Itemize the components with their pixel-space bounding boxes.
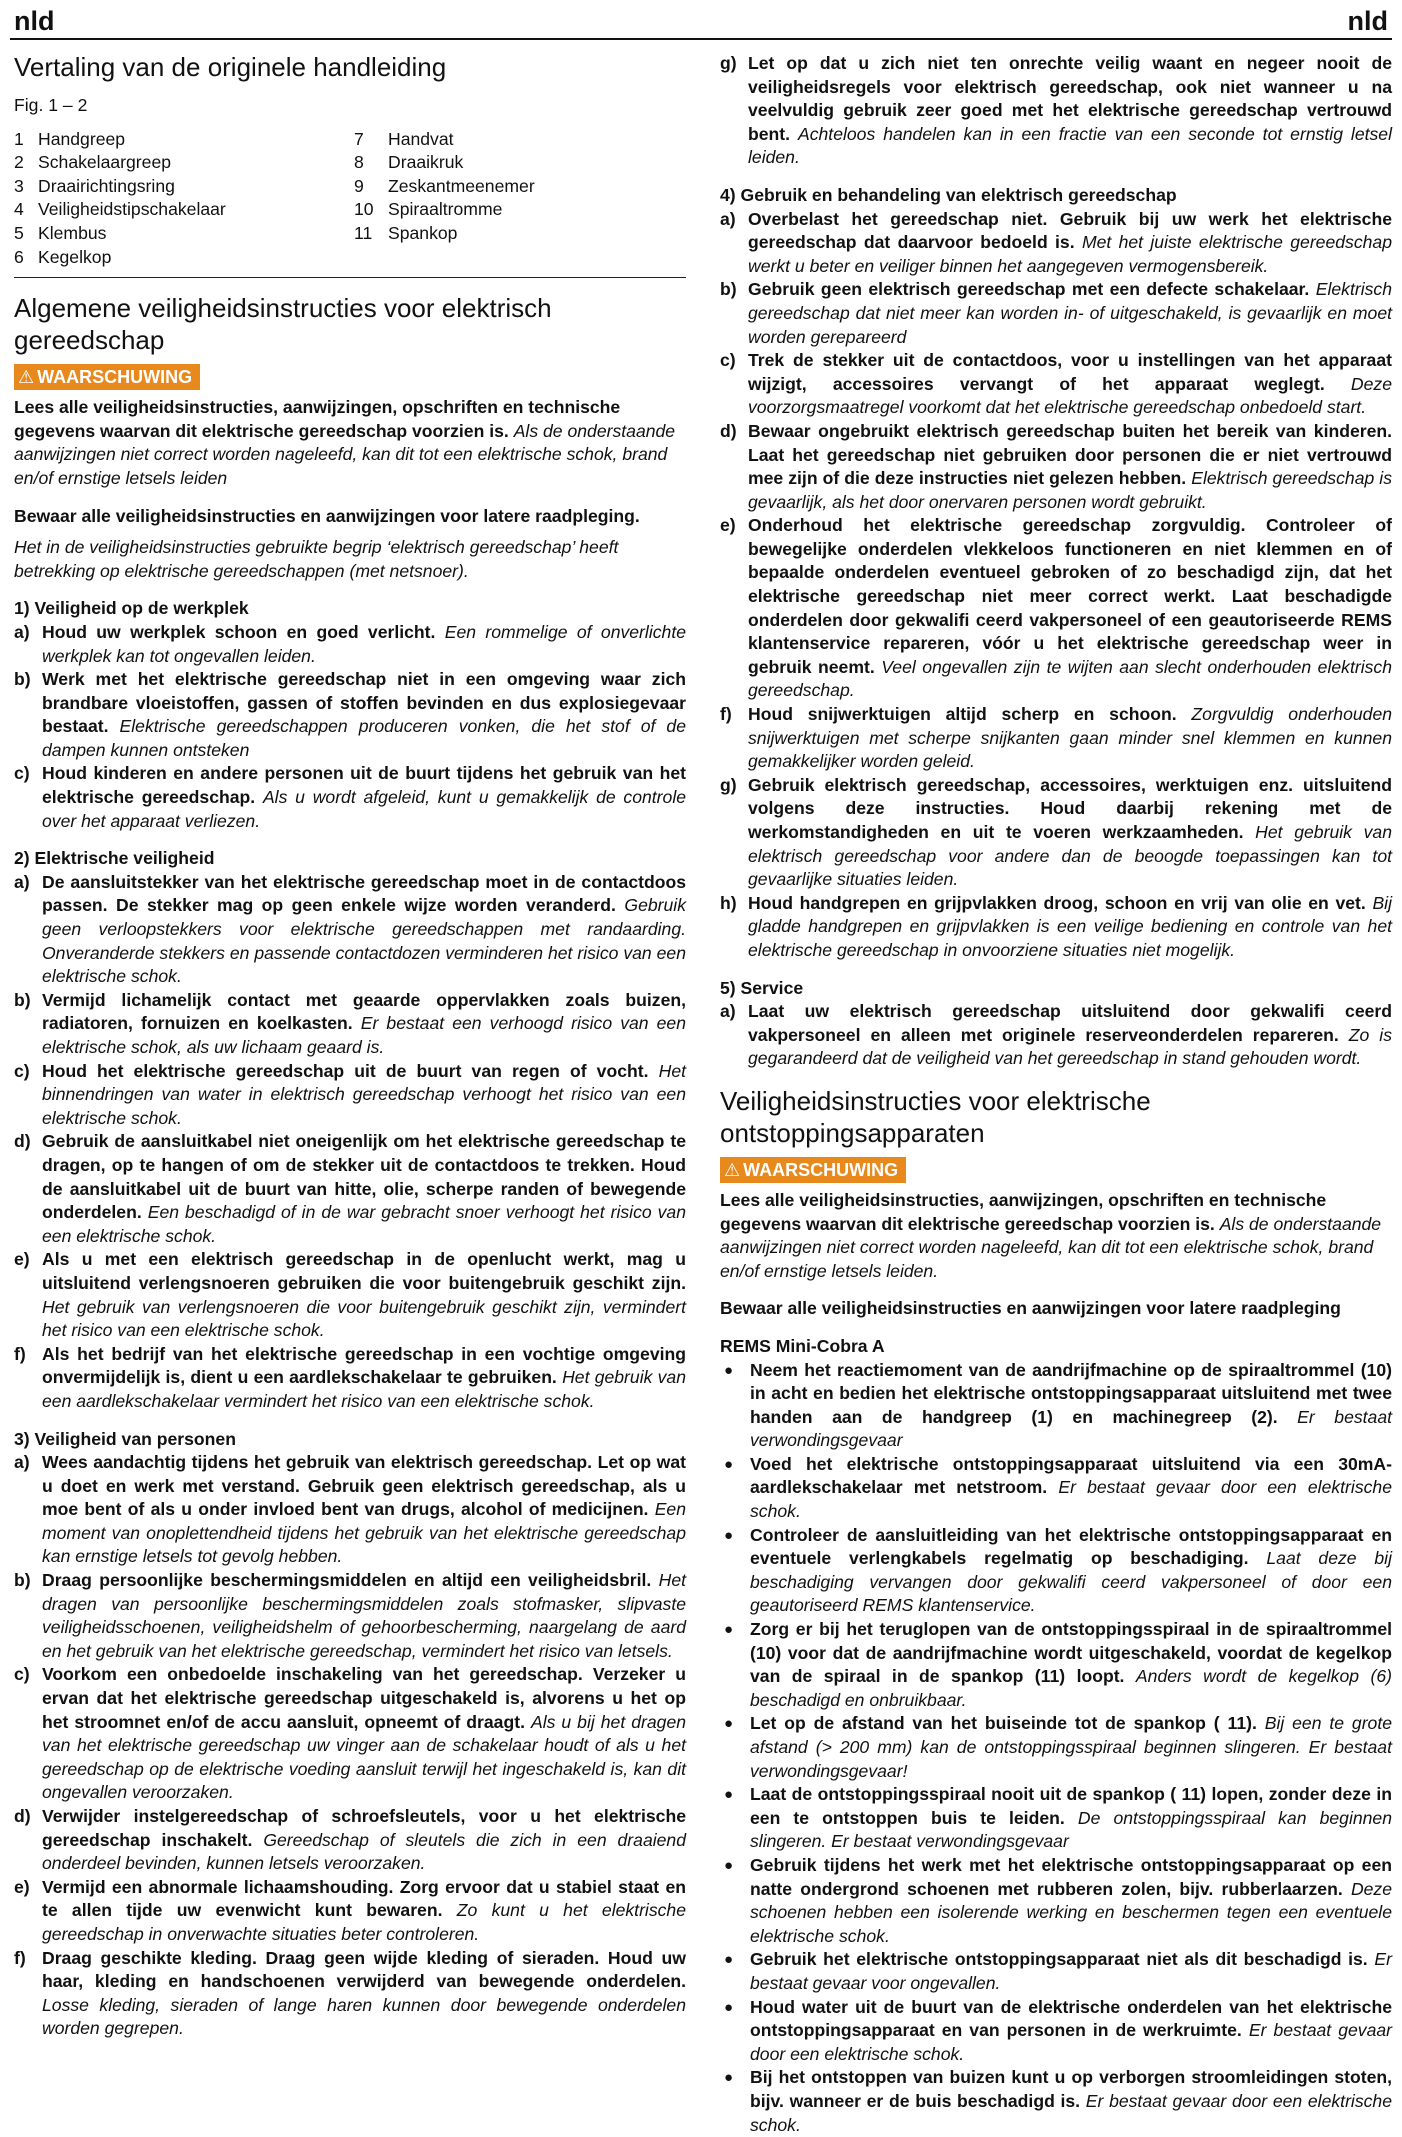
- item-letter: f): [14, 1947, 42, 2041]
- item-text: [42, 1947, 686, 2041]
- item-bold-text: Draag geschikte kleding. Draag geen wijde kleding of sieraden. Houd uw haar, kleding en handschoenen verwijderd van bewegende onderdelen.: [42, 1948, 686, 1992]
- bullet-text: [750, 1996, 1392, 2067]
- section-title: 2) Elektrische veiligheid: [14, 847, 686, 871]
- item-italic-text: Zo kunt u het elektrische gereedschap in onverwachte situaties beter controleren.: [42, 1900, 686, 1944]
- part-number: [354, 246, 388, 270]
- instruction-item: [720, 774, 1392, 892]
- safety-bullet: [720, 1712, 1392, 1783]
- item-bold-text: Gebruik geen elektrisch gereedschap met een defecte schakelaar.: [748, 279, 1309, 299]
- item-italic-text: Een rommelige of onverlichte werkplek kan tot ongevallen leiden.: [42, 622, 686, 666]
- instruction-item: [720, 703, 1392, 774]
- section-title: 5) Service: [720, 977, 1392, 1001]
- item-text: [42, 668, 686, 762]
- item-letter: e): [14, 1248, 42, 1342]
- part-name: Handvat: [388, 128, 454, 152]
- safety-bullet: [720, 1453, 1392, 1524]
- right-column: [720, 52, 1392, 2137]
- bullet-icon: ●: [720, 1712, 750, 1783]
- item-italic-text: Zorgvuldig onderhouden snijwerktuigen met scherpe snijkanten gaan minder snel klemmen en kunnen gemakkelijker worden geleid.: [748, 704, 1392, 771]
- item-letter: b): [14, 1569, 42, 1663]
- item-bold-text: Houd kinderen en andere personen uit de buurt tijdens het gebruik van het elektrische gereedschap.: [42, 763, 686, 807]
- bullet-icon: ●: [720, 1359, 750, 1453]
- part-item: [354, 128, 654, 152]
- bullet-bold-text: Neem het reactiemoment van de aandrijfmachine op de spiraaltrommel (10) in acht en bedien het elektrische ontstoppingsapparaat uitsluitend met twee handen aan de handgreep (1) en machinegreep (2).: [750, 1360, 1392, 1427]
- part-number: 5: [14, 222, 38, 246]
- item-text: [42, 1248, 686, 1342]
- item-bold-text: Gebruik elektrisch gereedschap, accessoires, werktuigen enz. uitsluitend volgens deze instructies. Houd daarbij rekening met de werkomstandigheden en uit te voeren werkzaamheden.: [748, 775, 1392, 842]
- item-letter: a): [14, 1451, 42, 1569]
- bullet-icon: ●: [720, 1618, 750, 1712]
- bullet-italic-text: Er bestaat gevaar door een elektrische schok.: [750, 1477, 1392, 1521]
- bullet-bold-text: Bij het ontstoppen van buizen kunt u op verborgen stroomleidingen stoten, bijv. wanneer er de buis beschadigd is.: [750, 2067, 1392, 2111]
- item-italic-text: Het gebruik van een aardlekschakelaar vermindert het risico van een elektrische schok.: [42, 1367, 686, 1411]
- item-text: [42, 1060, 686, 1131]
- item-italic-text: Veel ongevallen zijn te wijten aan slecht onderhouden elektrisch gereedschap.: [748, 657, 1392, 701]
- part-item: [354, 246, 654, 270]
- parts-list: [14, 128, 686, 270]
- item-text: [42, 989, 686, 1060]
- safety-bullet: [720, 1996, 1392, 2067]
- item-bold-text: Bewaar ongebruikt elektrisch gereedschap buiten het bereik van kinderen. Laat het gereedschap niet gebruiken door personen die er niet vertrouwd mee zijn of die deze instructies niet gelezen hebben.: [748, 421, 1392, 488]
- part-number: 9: [354, 175, 388, 199]
- part-number: 7: [354, 128, 388, 152]
- part-name: Draairichtingsring: [38, 175, 175, 199]
- item-italic-text: Met het juiste elektrische gereedschap werkt u beter en veiliger binnen het aangegeven vermogensbereik.: [748, 232, 1392, 276]
- bullet-icon: ●: [720, 2066, 750, 2137]
- item-text: [748, 52, 1392, 170]
- item-italic-text: Deze voorzorgsmaatregel voorkomt dat het elektrische gereedschap onbedoeld start.: [748, 374, 1392, 418]
- bullet-bold-text: Gebruik tijdens het werk met het elektrische ontstoppingsapparaat op een natte ondergrond schoenen met rubberen zolen, bijv. rubberlaarzen.: [750, 1855, 1392, 1899]
- safety-bullet: [720, 1524, 1392, 1618]
- document-title: Vertaling van de originele handleiding: [14, 52, 686, 82]
- section-tool-use: [720, 184, 1392, 963]
- item-italic-text: Het gebruik van elektrisch gereedschap voor andere dan de beoogde toepassingen kan tot gevaarlijke situaties leiden.: [748, 822, 1392, 889]
- instruction-item: [14, 989, 686, 1060]
- item-letter: b): [14, 989, 42, 1060]
- instruction-item: [14, 871, 686, 989]
- item-italic-text: Gereedschap of sleutels die zich in een draaiend onderdeel bevinden, kunnen letsels veroorzaken.: [42, 1830, 686, 1874]
- part-name: Spankop: [388, 222, 457, 246]
- item-italic-text: Er bestaat een verhoogd risico van een elektrische schok, als uw lichaam geaard is.: [42, 1013, 686, 1057]
- bullet-icon: ●: [720, 1996, 750, 2067]
- page-header: [10, 2, 1392, 40]
- instruction-item: [14, 1060, 686, 1131]
- bullet-text: [750, 1453, 1392, 1524]
- bullet-text: [750, 1783, 1392, 1854]
- section-heading-drain-cleaner-safety: Veiligheidsinstructies voor elektrische ontstoppingsapparaten: [720, 1085, 1392, 1149]
- item-letter: a): [720, 208, 748, 279]
- item-text: [42, 1451, 686, 1569]
- instruction-item: [14, 1451, 686, 1569]
- language-code-left: nld: [14, 6, 55, 37]
- instruction-item: [720, 52, 1392, 170]
- section-title: 1) Veiligheid op de werkplek: [14, 597, 686, 621]
- item-bold-text: Vermijd een abnormale lichaamshouding. Zorg ervoor dat u stabiel staat en te allen tijde uw evenwicht kunt bewaren.: [42, 1877, 686, 1921]
- part-name: Zeskantmeenemer: [388, 175, 535, 199]
- instruction-item: [14, 1947, 686, 2041]
- device-name: REMS Mini-Cobra A: [720, 1335, 1392, 1359]
- part-item: [14, 151, 354, 175]
- item-italic-text: Als u bij het dragen van het elektrische gereedschap uw vinger aan de schakelaar houdt of als u het gereedschap op de elektrische voeding aansluit terwijl het ingeschakeld is, kan dit ongevallen veroorzaken.: [42, 1712, 686, 1803]
- part-number: 8: [354, 151, 388, 175]
- device-safety-bullets: [720, 1359, 1392, 2137]
- bullet-text: [750, 1948, 1392, 1995]
- item-letter: c): [14, 1060, 42, 1131]
- section-personal-safety: [14, 1428, 686, 2041]
- section-electrical-safety: [14, 847, 686, 1413]
- safety-bullet: [720, 1948, 1392, 1995]
- term-note: Het in de veiligheidsinstructies gebruikte begrip ‘elektrisch gereedschap’ heeft betrekking op elektrische gereedschappen (met netsnoer).: [14, 536, 686, 583]
- item-letter: a): [14, 871, 42, 989]
- item-italic-text: Zo is gegarandeerd dat de veiligheid van het gereedschap in stand gehouden wordt.: [748, 1025, 1392, 1069]
- item-letter: c): [14, 762, 42, 833]
- item-bold-text: Wees aandachtig tijdens het gebruik van elektrisch gereedschap. Let op wat u doet en werk met verstand. Gebruik geen elektrisch gereedschap, als u moe bent of als u onder invloed bent van drugs, alcohol of medicijnen.: [42, 1452, 686, 1519]
- item-letter: d): [14, 1130, 42, 1248]
- item-italic-text: Achteloos handelen kan in een fractie van een seconde tot ernstig letsel leiden.: [748, 124, 1392, 168]
- item-text: [748, 420, 1392, 514]
- item-text: [748, 208, 1392, 279]
- bullet-italic-text: Laat deze bij beschadiging vervangen door gekwalifi ceerd vakpersoneel of door een geautoriseerd REMS klantenservice.: [750, 1548, 1392, 1615]
- part-item: [354, 151, 654, 175]
- item-italic-text: Bij gladde handgrepen en grijpvlakken is een veilige bediening en controle van het elektrische gereedschap in onvoorziene situaties niet mogelijk.: [748, 893, 1392, 960]
- warning-triangle-icon: ⚠: [724, 1158, 740, 1182]
- item-italic-text: Het gebruik van verlengsnoeren die voor buitengebruik geschikt zijn, vermindert het risico van een elektrische schok.: [42, 1297, 686, 1341]
- item-italic-text: Elektrisch gereedschap is gevaarlijk, als het door onervaren personen wordt gebruikt.: [748, 468, 1392, 512]
- item-bold-text: Als u met een elektrisch gereedschap in de openlucht werkt, mag u uitsluitend verlengsnoeren gebruiken die voor buitengebruik geschikt zijn.: [42, 1249, 686, 1293]
- bullet-italic-text: Deze schoenen hebben een isolerende werking en beschermen tegen een eventuele elektrische schok.: [750, 1879, 1392, 1946]
- bullet-bold-text: Gebruik het elektrische ontstoppingsapparaat niet als dit beschadigd is.: [750, 1949, 1368, 1969]
- bullet-italic-text: Er bestaat gevaar door een elektrische schok.: [750, 2091, 1392, 2135]
- bullet-text: [750, 2066, 1392, 2137]
- safety-bullet: [720, 1783, 1392, 1854]
- intro-italic: Als de onderstaande aanwijzingen niet correct worden nageleefd, kan dit tot een elektrische schok, brand en/of ernstige letsels leiden: [14, 421, 675, 488]
- instruction-item: [14, 1130, 686, 1248]
- item-bold-text: Houd handgrepen en grijpvlakken droog, schoon en vrij van olie en vet.: [748, 893, 1366, 913]
- instruction-item: [14, 1248, 686, 1342]
- part-item: [354, 198, 654, 222]
- warning-label: WAARSCHUWING: [37, 367, 192, 387]
- bullet-text: [750, 1854, 1392, 1948]
- safety-bullet: [720, 2066, 1392, 2137]
- instruction-item: [720, 892, 1392, 963]
- item-text: [42, 621, 686, 668]
- bullet-bold-text: Houd water uit de buurt van de elektrische onderdelen van het elektrische ontstoppingsapparaat en van personen in de werkruimte.: [750, 1997, 1392, 2041]
- instruction-item: [14, 762, 686, 833]
- part-item: [354, 175, 654, 199]
- item-italic-text: Het binnendringen van water in elektrisch gereedschap verhoogt het risico van een elektrische schok.: [42, 1061, 686, 1128]
- bullet-bold-text: Controleer de aansluitleiding van het elektrische ontstoppingsapparaat en eventuele verlengkabels regelmatig op beschadiging.: [750, 1525, 1392, 1569]
- bullet-italic-text: De ontstoppingsspiraal kan beginnen slingeren. Er bestaat verwondingsgevaar: [750, 1808, 1392, 1852]
- item-bold-text: Verwijder instelgereedschap of schroefsleutels, voor u het elektrische gereedschap inschakelt.: [42, 1806, 686, 1850]
- bullet-italic-text: Bij een te grote afstand (> 200 mm) kan de ontstoppingsspiraal beginnen slingeren. Er bestaat verwondingsgevaar!: [750, 1713, 1392, 1780]
- item-bold-text: De aansluitstekker van het elektrische gereedschap moet in de contactdoos passen. De stekker mag op geen enkele wijze worden veranderd.: [42, 872, 686, 916]
- item-letter: e): [720, 514, 748, 703]
- instruction-item: [720, 514, 1392, 703]
- bullet-text: [750, 1359, 1392, 1453]
- item-bold-text: Draag persoonlijke beschermingsmiddelen en altijd een veiligheidsbril.: [42, 1570, 651, 1590]
- bullet-text: [750, 1712, 1392, 1783]
- section-service: [720, 977, 1392, 1071]
- item-letter: h): [720, 892, 748, 963]
- bullet-icon: ●: [720, 1783, 750, 1854]
- part-name: Kegelkop: [38, 246, 111, 270]
- item-bold-text: Let op dat u zich niet ten onrechte veilig waant en negeer nooit de veiligheidsregels voor elektrisch gereedschap, ook niet wanneer u na veelvuldig gebruik zeer goed met het elektrische gereedschap vertrouwd bent.: [748, 53, 1392, 144]
- item-bold-text: Houd snijwerktuigen altijd scherp en schoon.: [748, 704, 1177, 724]
- bullet-italic-text: Anders wordt de kegelkop (6) beschadigd en onbruikbaar.: [750, 1666, 1392, 1710]
- bullet-text: [750, 1618, 1392, 1712]
- section-heading-general-safety: Algemene veiligheidsinstructies voor elektrisch gereedschap: [14, 292, 686, 356]
- part-item: [354, 222, 654, 246]
- part-item: [14, 222, 354, 246]
- part-name: Handgreep: [38, 128, 125, 152]
- item-bold-text: Houd uw werkplek schoon en goed verlicht.: [42, 622, 435, 642]
- bullet-italic-text: Er bestaat gevaar voor ongevallen.: [750, 1949, 1392, 1993]
- intro-paragraph: [14, 396, 686, 490]
- personal-safety-item-g: [720, 52, 1392, 170]
- item-text: [42, 762, 686, 833]
- instruction-item: [14, 1343, 686, 1414]
- bullet-icon: ●: [720, 1854, 750, 1948]
- instruction-item: [14, 668, 686, 762]
- item-letter: c): [720, 349, 748, 420]
- item-italic-text: Een beschadigd of in de war gebracht snoer verhoogt het risico van een elektrische schok.: [42, 1202, 686, 1246]
- item-letter: a): [720, 1000, 748, 1071]
- part-name: Veiligheidstipschakelaar: [38, 198, 226, 222]
- item-text: [42, 1343, 686, 1414]
- item-letter: d): [720, 420, 748, 514]
- warning-badge: [14, 364, 200, 390]
- part-item: [14, 198, 354, 222]
- item-letter: g): [720, 52, 748, 170]
- item-bold-text: Werk met het elektrische gereedschap niet in een omgeving waar zich brandbare vloeistoffen, gassen of stoffen bevinden en dus explosiegevaar bestaat.: [42, 669, 686, 736]
- bullet-bold-text: Laat de ontstoppingsspiraal nooit uit de spankop ( 11) lopen, zonder deze in een te ontstoppen buis te leiden.: [750, 1784, 1392, 1828]
- bullet-bold-text: Voed het elektrische ontstoppingsapparaat uitsluitend via een 30mA-aardlekschakelaar met netstroom.: [750, 1454, 1392, 1498]
- item-text: [748, 774, 1392, 892]
- language-code-right: nld: [1348, 6, 1389, 37]
- item-text: [748, 892, 1392, 963]
- bullet-icon: ●: [720, 1524, 750, 1618]
- part-number: 11: [354, 222, 388, 246]
- item-bold-text: Vermijd lichamelijk contact met geaarde oppervlakken zoals buizen, radiatoren, fornuizen en koelkasten.: [42, 990, 686, 1034]
- item-text: [748, 278, 1392, 349]
- instruction-item: [720, 208, 1392, 279]
- keep-instructions: Bewaar alle veiligheidsinstructies en aanwijzingen voor latere raadpleging.: [14, 505, 686, 529]
- bullet-icon: ●: [720, 1948, 750, 1995]
- bullet-bold-text: Zorg er bij het teruglopen van de ontstoppingsspiraal in de spiraaltrommel (10) voor dat de aandrijfmachine wordt uitgeschakeld, voordat de kegelkop van de spiraal in de spankop (11) loopt.: [750, 1619, 1392, 1686]
- item-italic-text: Elektrisch gereedschap dat niet meer kan worden in- of uitgeschakeld, is gevaarlijk en moet worden gerepareerd: [748, 279, 1392, 346]
- safety-bullet: [720, 1359, 1392, 1453]
- section-title: 3) Veiligheid van personen: [14, 1428, 686, 1452]
- item-letter: e): [14, 1876, 42, 1947]
- item-text: [42, 1569, 686, 1663]
- item-text: [42, 1130, 686, 1248]
- warning-triangle-icon: ⚠: [18, 365, 34, 389]
- item-italic-text: Gebruik geen verloopstekkers voor elektrische gereedschappen met randaarding. Onveranderde stekkers en passende contactdozen verminderen het risico van een elektrische schok.: [42, 895, 686, 986]
- section-title: 4) Gebruik en behandeling van elektrisch gereedschap: [720, 184, 1392, 208]
- intro-paragraph-2: [720, 1189, 1392, 1283]
- keep-instructions-2: Bewaar alle veiligheidsinstructies en aanwijzingen voor latere raadpleging: [720, 1297, 1392, 1321]
- instruction-item: [14, 1805, 686, 1876]
- item-bold-text: Gebruik de aansluitkabel niet oneigenlijk om het elektrische gereedschap te dragen, op te hangen of om de stekker uit de contactdoos te trekken. Houd de aansluitkabel uit de buurt van hitte, olie, scherpe randen of bewegende onderdelen.: [42, 1131, 686, 1222]
- item-text: [42, 871, 686, 989]
- part-number: 3: [14, 175, 38, 199]
- item-letter: g): [720, 774, 748, 892]
- instruction-item: [720, 420, 1392, 514]
- item-letter: a): [14, 621, 42, 668]
- warning-badge-2: [720, 1157, 906, 1183]
- bullet-icon: ●: [720, 1453, 750, 1524]
- part-item: [14, 175, 354, 199]
- instruction-item: [14, 1876, 686, 1947]
- part-item: [14, 128, 354, 152]
- bullet-text: [750, 1524, 1392, 1618]
- part-item: [14, 246, 354, 270]
- item-bold-text: Laat uw elektrisch gereedschap uitsluitend door gekwalifi ceerd vakpersoneel en alleen met originele reserveonderdelen repareren.: [748, 1001, 1392, 1045]
- instruction-item: [720, 1000, 1392, 1071]
- item-letter: d): [14, 1805, 42, 1876]
- item-text: [748, 349, 1392, 420]
- part-number: 2: [14, 151, 38, 175]
- item-letter: b): [14, 668, 42, 762]
- instruction-item: [14, 1663, 686, 1805]
- part-name: Draaikruk: [388, 151, 463, 175]
- item-italic-text: Elektrische gereedschappen produceren vonken, die het stof of de dampen kunnen ontsteken: [42, 716, 686, 760]
- item-italic-text: Losse kleding, sieraden of lange haren kunnen door bewegende onderdelen worden gegrepen.: [42, 1995, 686, 2039]
- part-number: 10: [354, 198, 388, 222]
- item-bold-text: Overbelast het gereedschap niet. Gebruik bij uw werk het elektrische gereedschap dat daarvoor bedoeld is.: [748, 209, 1392, 253]
- item-letter: f): [720, 703, 748, 774]
- item-bold-text: Als het bedrijf van het elektrische gereedschap in een vochtige omgeving onvermijdelijk is, dient u een aardlekschakelaar te gebruiken.: [42, 1344, 686, 1388]
- item-text: [748, 514, 1392, 703]
- intro-italic-2: Als de onderstaande aanwijzingen niet correct worden nageleefd, kan dit tot een elektrische schok, brand en/of ernstige letsels leiden.: [720, 1214, 1381, 1281]
- safety-bullet: [720, 1854, 1392, 1948]
- part-number: 4: [14, 198, 38, 222]
- item-italic-text: Als u wordt afgeleid, kunt u gemakkelijk de controle over het apparaat verliezen.: [42, 787, 686, 831]
- part-number: 6: [14, 246, 38, 270]
- item-bold-text: Voorkom een onbedoelde inschakeling van het gereedschap. Verzeker u ervan dat het elektrische gereedschap uitgeschakeld is, alvorens u het op het stroomnet en/of de accu aansluit, opneemt of draagt.: [42, 1664, 686, 1731]
- intro-bold-2: Lees alle veiligheidsinstructies, aanwijzingen, opschriften en technische gegevens waarvan dit elektrische gereedschap voorzien is.: [720, 1190, 1326, 1234]
- part-name: Klembus: [38, 222, 106, 246]
- part-name: Spiraaltromme: [388, 198, 502, 222]
- instruction-item: [14, 621, 686, 668]
- bullet-italic-text: Er bestaat verwondingsgevaar: [750, 1407, 1392, 1451]
- divider: [14, 277, 686, 278]
- item-italic-text: Het dragen van persoonlijke beschermingsmiddelen zoals stofmasker, slipvaste veiligheidsschoenen, veiligheidshelm of gehoorbescherming, naargelang de aard en het gebruik van het elektrische gereedschap, vermindert het risico van letsels.: [42, 1570, 686, 1661]
- item-letter: f): [14, 1343, 42, 1414]
- safety-bullet: [720, 1618, 1392, 1712]
- item-bold-text: Onderhoud het elektrische gereedschap zorgvuldig. Controleer of bewegelijke onderdelen vlekkeloos functioneren en niet klemmen en of bepaalde onderdelen eventueel gebroken of zo beschadigd zijn, dat het elektrische gereedschap niet meer correct werkt. Laat beschadigde onderdelen door gekwalifi ceerd vakpersoneel of een geautoriseerde REMS klantenservice repareren, vóór u het elektrische gereedschap weer in gebruik neemt.: [748, 515, 1392, 677]
- part-number: 1: [14, 128, 38, 152]
- item-text: [42, 1663, 686, 1805]
- item-text: [42, 1876, 686, 1947]
- bullet-italic-text: Er bestaat gevaar door een elektrische schok.: [750, 2020, 1392, 2064]
- bullet-bold-text: Let op de afstand van het buiseinde tot de spankop ( 11).: [750, 1713, 1257, 1733]
- item-text: [748, 703, 1392, 774]
- section-workplace-safety: [14, 597, 686, 833]
- left-column: [14, 52, 686, 2041]
- item-letter: b): [720, 278, 748, 349]
- item-bold-text: Trek de stekker uit de contactdoos, voor u instellingen van het apparaat wijzigt, accessoires vervangt of het apparaat weglegt.: [748, 350, 1392, 394]
- intro-bold: Lees alle veiligheidsinstructies, aanwijzingen, opschriften en technische gegevens waarvan dit elektrische gereedschap voorzien is.: [14, 397, 620, 441]
- part-name: Schakelaargreep: [38, 151, 171, 175]
- warning-label-2: WAARSCHUWING: [743, 1160, 898, 1180]
- figure-label: Fig. 1 – 2: [14, 94, 686, 118]
- item-text: [748, 1000, 1392, 1071]
- item-letter: c): [14, 1663, 42, 1805]
- instruction-item: [14, 1569, 686, 1663]
- item-text: [42, 1805, 686, 1876]
- item-bold-text: Houd het elektrische gereedschap uit de buurt van regen of vocht.: [42, 1061, 649, 1081]
- item-italic-text: Een moment van onoplettendheid tijdens het gebruik van het elektrische gereedschap kan ernstige letsels tot gevolg hebben.: [42, 1499, 686, 1566]
- instruction-item: [720, 349, 1392, 420]
- instruction-item: [720, 278, 1392, 349]
